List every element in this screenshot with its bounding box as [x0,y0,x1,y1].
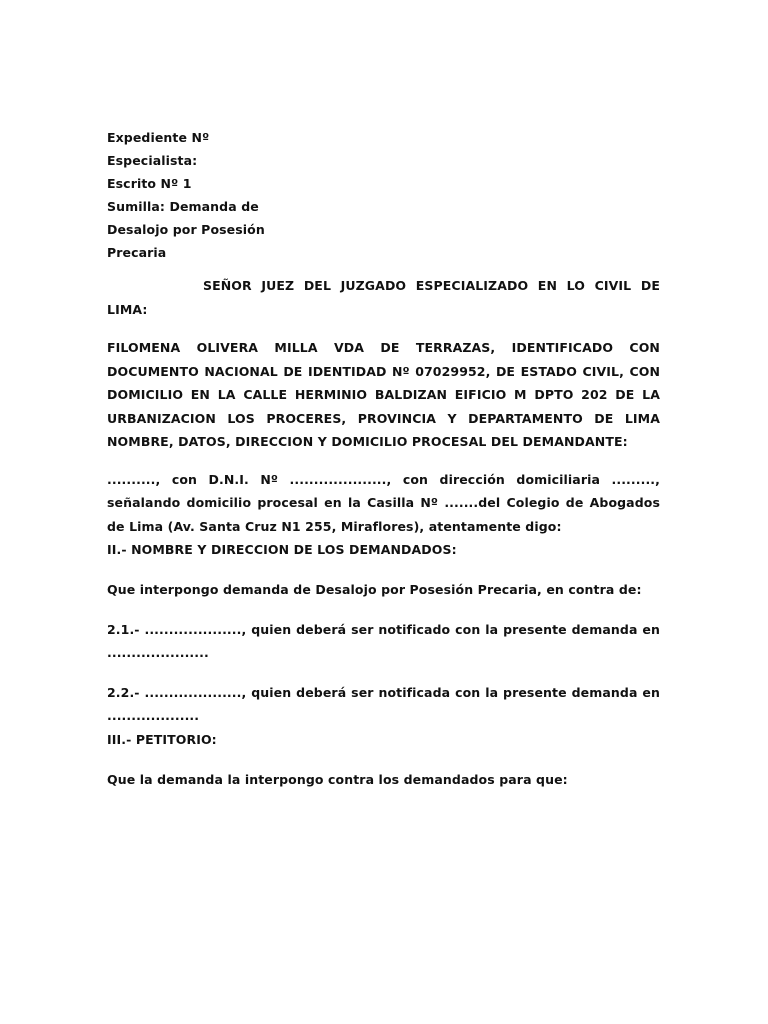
sumilla-line-1: Sumilla: Demanda de [107,199,259,214]
case-header [107,126,660,264]
intro-paragraph: .........., con D.N.I. Nº ...................., con dirección domiciliaria ........., señalando domicilio procesal en la Casilla Nº .......del Colegio de Abogados de Lima (Av. Santa Cruz N1 255, Miraflores), atentamente digo: [107,471,660,534]
expediente-line: Expediente Nº [107,130,210,145]
document-page [107,126,660,791]
section-iii-lead: Que la demanda la interpongo contra los demandados para que: [107,771,568,787]
judge-address: SEÑOR JUEZ DEL JUZGADO ESPECIALIZADO EN LO CIVIL DE LIMA: [107,278,660,317]
escrito-line: Escrito Nº 1 [107,176,192,191]
sumilla-line-3: Precaria [107,245,167,260]
section-ii-heading: II.- NOMBRE Y DIRECCION DE LOS DEMANDADOS: [107,542,457,557]
section-ii-lead: Que interpongo demanda de Desalojo por Posesión Precaria, en contra de: [107,582,642,597]
section-iii-heading: III.- PETITORIO: [107,731,217,747]
defendant-item-2: 2.2.- ...................., quien deberá ser notificada con la presente demanda en ................... [107,684,660,723]
plaintiff-paragraph: FILOMENA OLIVERA MILLA VDA DE TERRAZAS, IDENTIFICADO CON DOCUMENTO NACIONAL DE IDENTIDAD Nº 07029952, DE ESTADO CIVIL, CON DOMICILIO EN LA CALLE HERMINIO BALDIZAN EIFICIO M DPTO 202 DE LA URBANIZACION LOS PROCERES, PROVINCIA Y DEPARTAMENTO DE LIMA NOMBRE, DATOS, DIRECCION Y DOMICILIO PROCESAL DEL DEMANDANTE: [107,340,660,449]
especialista-line: Especialista: [107,153,198,168]
sumilla-line-2: Desalojo por Posesión [107,222,265,237]
defendant-item-1: 2.1.- ...................., quien deberá ser notificado con la presente demanda en ..................... [107,621,660,660]
